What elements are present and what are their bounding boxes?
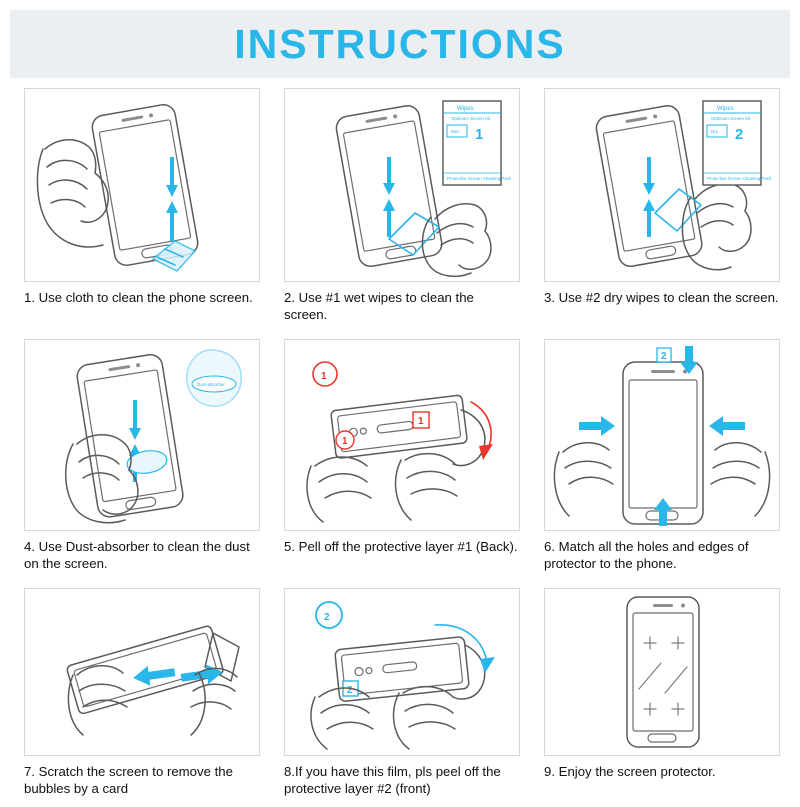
step-4-illustration: [24, 339, 260, 531]
peel-back-layer-one-icon: [285, 340, 519, 530]
step-7-illustration: [24, 588, 260, 756]
step-9: [544, 588, 780, 807]
step-3-caption: 3. Use #2 dry wipes to clean the screen.: [544, 290, 779, 305]
steps-grid: [24, 88, 780, 807]
peel-front-layer-two-icon: [285, 589, 519, 755]
step-1-illustration: [24, 88, 260, 282]
step-6-illustration: [544, 339, 780, 531]
step-3: [544, 88, 780, 333]
step-6: [544, 339, 780, 582]
svg-text:Optimum Screen Kit: Optimum Screen Kit: [451, 116, 491, 121]
step-2-illustration: [284, 88, 520, 282]
step-4-caption: 4. Use Dust-absorber to clean the dust on the screen.: [24, 539, 250, 571]
step-4: [24, 339, 260, 582]
step-8: [284, 588, 520, 807]
page-title: INSTRUCTIONS: [234, 20, 566, 67]
dry-wipe-packet-icon: [545, 89, 779, 281]
align-protector-icon: [545, 340, 779, 530]
svg-text:1: 1: [321, 371, 327, 382]
svg-text:2: 2: [324, 612, 330, 623]
svg-text:1: 1: [475, 126, 484, 143]
svg-text:Protective Screen Cleaning Pac: Protective Screen Cleaning Pack: [447, 176, 512, 181]
svg-text:Dust-absorber: Dust-absorber: [197, 382, 225, 387]
svg-text:2: 2: [735, 126, 744, 143]
header-banner: [10, 10, 790, 78]
step-1-caption: 1. Use cloth to clean the phone screen.: [24, 290, 253, 305]
svg-text:2: 2: [661, 351, 667, 362]
step-9-illustration: [544, 588, 780, 756]
wet-wipe-packet-icon: [285, 89, 519, 281]
svg-text:Protective Screen Cleaning Pac: Protective Screen Cleaning Pack: [707, 176, 772, 181]
step-1: [24, 88, 260, 333]
step-8-illustration: [284, 588, 520, 756]
dust-absorber-icon: [25, 340, 259, 530]
step-8-caption: 8.If you have this film, pls peel off the protective layer #2 (front): [284, 764, 501, 796]
card-scratch-icon: [25, 589, 259, 755]
svg-text:Wipes: Wipes: [717, 106, 734, 112]
step-6-caption: 6. Match all the holes and edges of protector to the phone.: [544, 539, 749, 571]
svg-text:1: 1: [342, 436, 348, 447]
step-5-illustration: [284, 339, 520, 531]
step-2-caption: 2. Use #1 wet wipes to clean the screen.: [284, 290, 474, 322]
step-3-illustration: [544, 88, 780, 282]
svg-text:Wipes: Wipes: [457, 106, 474, 112]
svg-text:Wet: Wet: [451, 129, 459, 134]
step-5: [284, 339, 520, 582]
step-7: [24, 588, 260, 807]
step-2: [284, 88, 520, 333]
finished-protector-icon: [545, 589, 779, 755]
step-7-caption: 7. Scratch the screen to remove the bubbles by a card: [24, 764, 233, 796]
hand-holding-phone-with-cloth-icon: [25, 89, 259, 281]
svg-text:1: 1: [418, 416, 424, 427]
svg-text:Dry: Dry: [711, 129, 718, 134]
step-5-caption: 5. Pell off the protective layer #1 (Back).: [284, 539, 518, 554]
svg-text:Optimum Screen Kit: Optimum Screen Kit: [711, 116, 751, 121]
step-9-caption: 9. Enjoy the screen protector.: [544, 764, 716, 779]
svg-text:2: 2: [347, 685, 353, 696]
